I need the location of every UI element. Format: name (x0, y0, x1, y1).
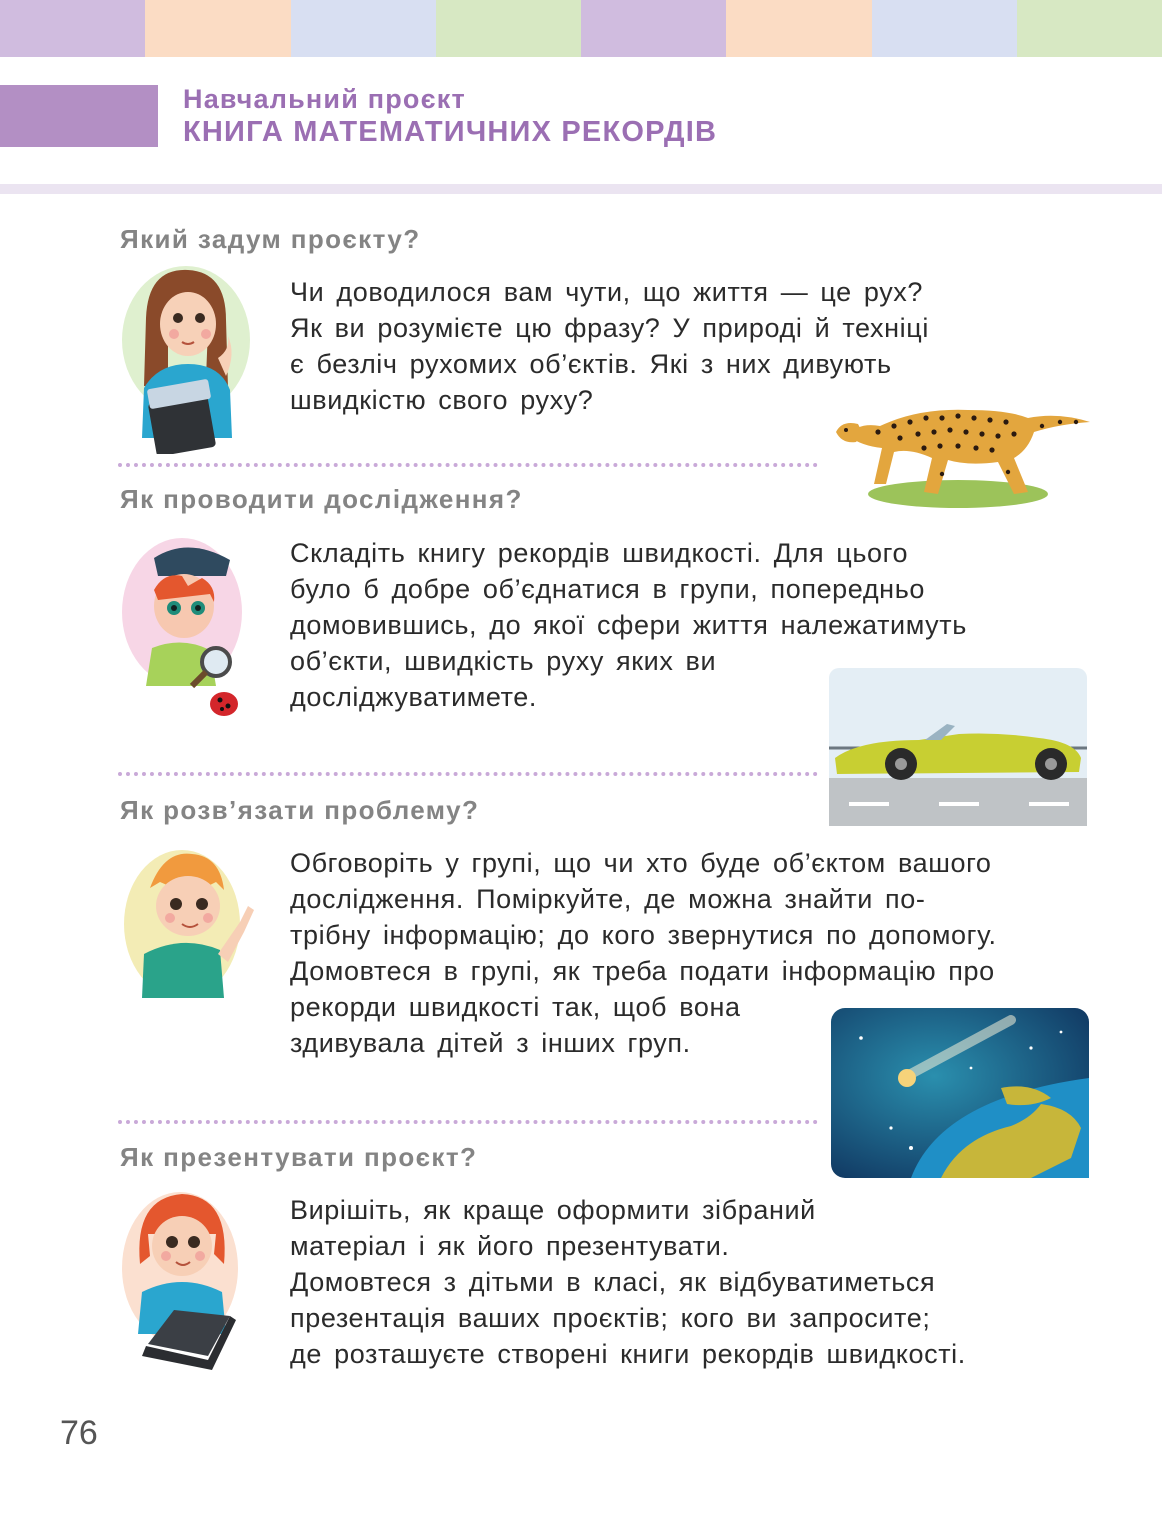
dotted-divider (118, 1120, 818, 1124)
text-line: трібну інформацію; до кого звернутися по допомогу. (290, 920, 997, 950)
section-question: Як презентувати проєкт? (120, 1142, 478, 1172)
text-line: рекорди швидкості так, щоб вона (290, 992, 741, 1022)
text-line: Вирішіть, як краще оформити зібраний (290, 1195, 816, 1225)
text-line: Як ви розумієте цю фразу? У природі й техніці (290, 313, 929, 343)
text-line: досліджуватимете. (290, 682, 538, 712)
page-number: 76 (60, 1414, 98, 1452)
strip-block (726, 0, 871, 57)
header-accent-bar (0, 85, 158, 147)
text-line: Чи доводилося вам чути, що життя — це рух? (290, 277, 924, 307)
text-line: Складіть книгу рекордів швидкості. Для цього (290, 538, 909, 568)
text-line: матеріал і як його презентувати. (290, 1231, 730, 1261)
text-line: швидкістю свого руху? (290, 385, 594, 415)
section-question: Як проводити дослідження? (120, 484, 523, 514)
girl-with-book-illustration (118, 258, 258, 454)
text-line: домовившись, до якої сфери життя належатимуть (290, 610, 967, 640)
section-question: Який задум проєкту? (120, 224, 421, 254)
strip-block (0, 0, 145, 57)
text-line: Домовтеся в групі, як треба подати інформацію про (290, 956, 995, 986)
boy-pointing-illustration (120, 842, 262, 1004)
dotted-divider (118, 463, 818, 467)
strip-block (1017, 0, 1162, 57)
text-line: де розташуєте створені книги рекордів швидкості. (290, 1339, 966, 1369)
strip-block (436, 0, 581, 57)
dotted-divider (118, 772, 818, 776)
girl-with-laptop-illustration (118, 1184, 246, 1374)
section-question: Як розв’язати проблему? (120, 795, 480, 825)
header-divider (0, 184, 1162, 194)
strip-block (291, 0, 436, 57)
project-title: КНИГА МАТЕМАТИЧНИХ РЕКОРДІВ (183, 116, 718, 148)
strip-block (872, 0, 1017, 57)
section-text (290, 1192, 966, 1372)
race-car-illustration (829, 668, 1087, 826)
text-line: об’єкти, швидкість руху яких ви (290, 646, 717, 676)
strip-block (581, 0, 726, 57)
strip-block (145, 0, 290, 57)
text-line: здивувала дітей з інших груп. (290, 1028, 691, 1058)
boy-with-magnifier-illustration (118, 536, 258, 726)
text-line: Обговоріть у групі, що чи хто буде об’єктом вашого (290, 848, 992, 878)
project-kicker: Навчальний проєкт (183, 84, 466, 114)
text-line: є безліч рухомих об’єктів. Які з них дивують (290, 349, 892, 379)
text-line: дослідження. Поміркуйте, де можна знайти по- (290, 884, 926, 914)
text-line: Домовтеся з дітьми в класі, як відбуватиметься (290, 1267, 936, 1297)
top-color-strip (0, 0, 1162, 57)
text-line: презентація ваших проєктів; кого ви запросите; (290, 1303, 931, 1333)
cheetah-illustration (828, 388, 1094, 510)
text-line: було б добре об’єднатися в групи, попередньо (290, 574, 925, 604)
comet-over-earth-illustration (831, 1008, 1089, 1178)
